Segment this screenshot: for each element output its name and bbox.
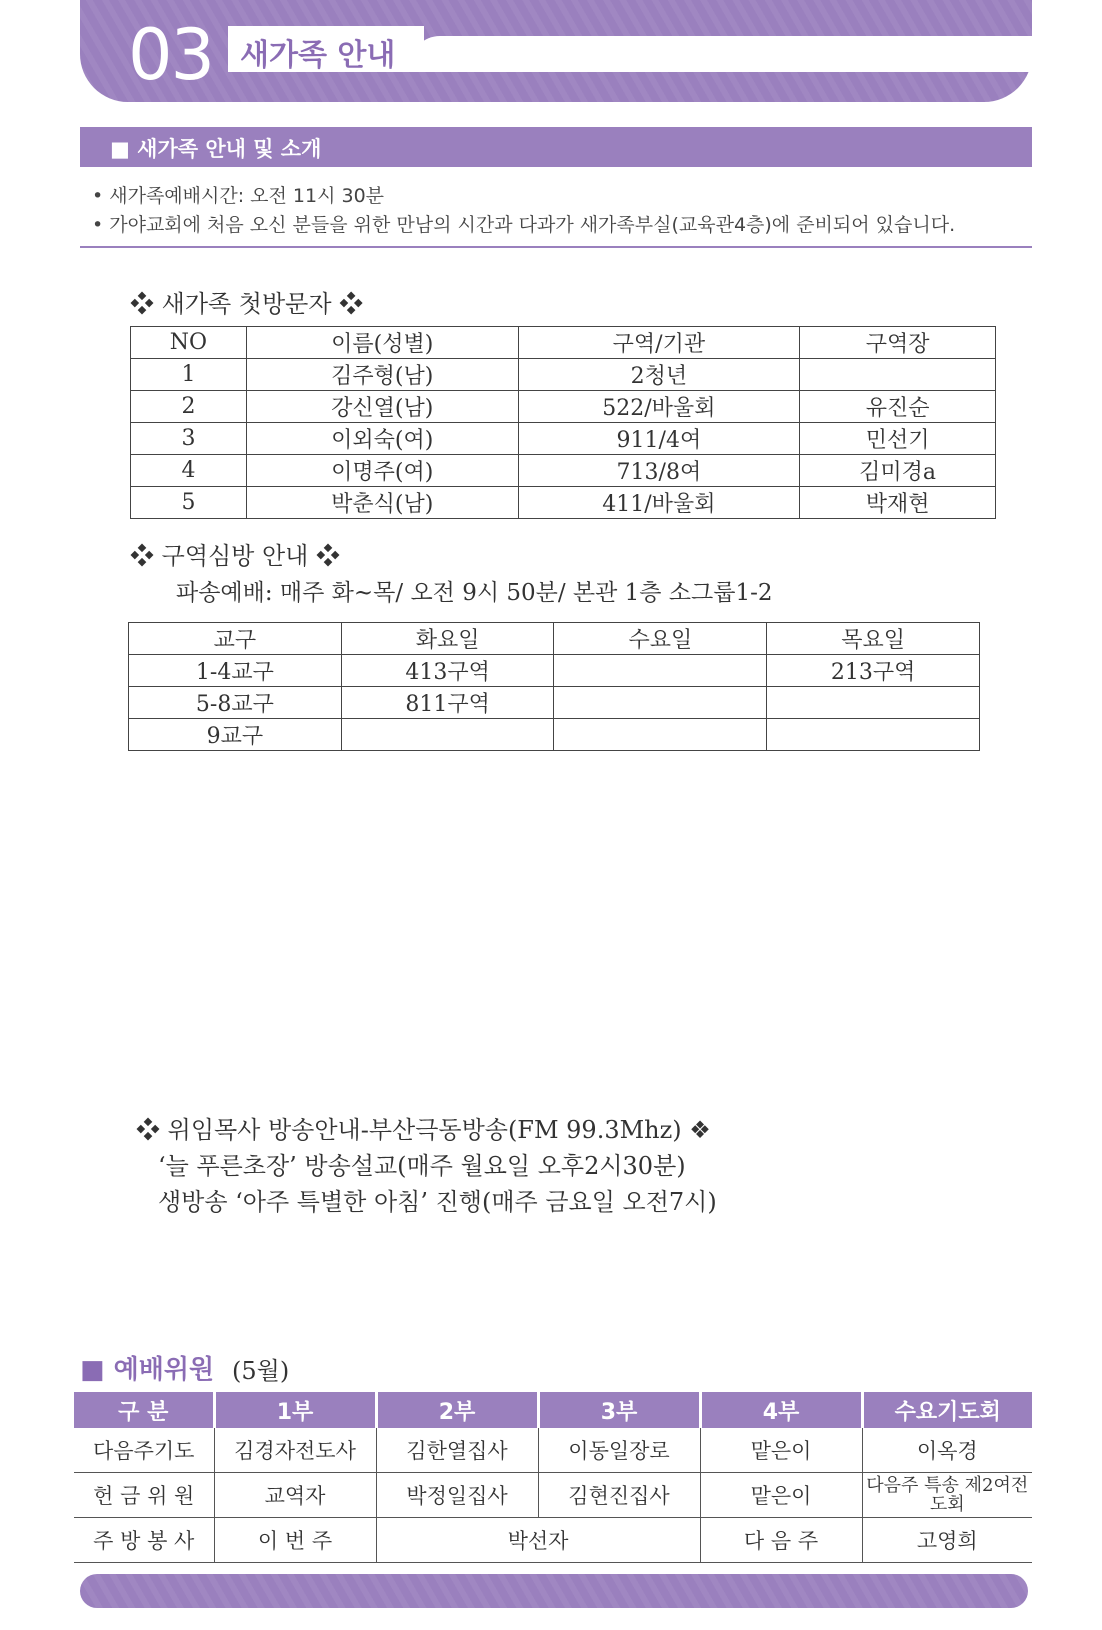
section-divider — [80, 246, 1032, 248]
table-cell — [554, 719, 767, 751]
table-cell — [554, 687, 767, 719]
table-cell — [800, 359, 996, 391]
broadcast-line-2: 생방송 ‘아주 특별한 아침’ 진행(매주 금요일 오전7시) — [158, 1188, 717, 1216]
table-cell — [554, 655, 767, 687]
table-row — [131, 423, 996, 455]
table-cell: 강신열(남) — [246, 391, 518, 423]
section-number: 03 — [128, 14, 214, 96]
table-cell: 1-4교구 — [129, 655, 342, 687]
table-cell: 김경자전도사 — [214, 1428, 376, 1473]
broadcast-heading: ❖ 위임목사 방송안내-부산극동방송(FM 99.3Mhz) ❖ — [136, 1116, 711, 1144]
visitors-heading: ❖ 새가족 첫방문자 ❖ — [130, 290, 364, 318]
table-cell: 1 — [131, 359, 247, 391]
table-header-row — [129, 623, 980, 655]
table-cell: 713/8여 — [518, 455, 800, 487]
table-cell — [767, 687, 980, 719]
table-cell — [767, 719, 980, 751]
table-row — [129, 655, 980, 687]
banner-tab-extension — [410, 36, 1032, 72]
table-cell: 2청년 — [518, 359, 800, 391]
table-cell: 이 번 주 — [214, 1518, 376, 1563]
table-cell: 박재현 — [800, 487, 996, 519]
table-cell: 고영희 — [862, 1518, 1032, 1563]
table-cell: 민선기 — [800, 423, 996, 455]
row-label: 헌 금 위 원 — [74, 1473, 214, 1518]
header-cell: 구역장 — [800, 327, 996, 359]
header-cell: 이름(성별) — [246, 327, 518, 359]
table-cell: 이옥경 — [862, 1428, 1032, 1473]
table-cell: 김주형(남) — [246, 359, 518, 391]
bullet-worship-time: • 새가족예배시간: 오전 11시 30분 — [92, 185, 385, 207]
table-row — [74, 1518, 1032, 1563]
worship-table — [74, 1392, 1032, 1563]
table-row — [131, 487, 996, 519]
visitors-table — [130, 326, 996, 519]
table-cell: 811구역 — [341, 687, 554, 719]
table-cell: 이외숙(여) — [246, 423, 518, 455]
table-row — [129, 719, 980, 751]
header-cell: 수요일 — [554, 623, 767, 655]
table-cell: 맡은이 — [700, 1473, 862, 1518]
table-cell: 김현진집사 — [538, 1473, 700, 1518]
header-cell: 목요일 — [767, 623, 980, 655]
table-cell: 박선자 — [376, 1518, 700, 1563]
visitation-table — [128, 622, 980, 751]
visitation-heading: ❖ 구역심방 안내 ❖ — [130, 542, 340, 570]
table-cell: 3 — [131, 423, 247, 455]
header-cell: 1부 — [214, 1392, 376, 1428]
footer-bar — [80, 1574, 1028, 1608]
table-cell: 5 — [131, 487, 247, 519]
table-row — [129, 687, 980, 719]
worship-title: ■ 예배위원 — [80, 1355, 215, 1385]
table-cell: 413구역 — [341, 655, 554, 687]
broadcast-line-1: ‘늘 푸른초장’ 방송설교(매주 월요일 오후2시30분) — [158, 1152, 686, 1180]
table-row — [74, 1428, 1032, 1473]
row-label: 다음주기도 — [74, 1428, 214, 1473]
header-cell: 4부 — [700, 1392, 862, 1428]
table-cell: 2 — [131, 391, 247, 423]
section-header — [80, 127, 1032, 167]
table-row — [131, 391, 996, 423]
worship-month: (5월) — [232, 1357, 290, 1385]
header-cell: 교구 — [129, 623, 342, 655]
section-header-text: ■ 새가족 안내 및 소개 — [110, 137, 322, 161]
header-cell: 구 분 — [74, 1392, 214, 1428]
page-title: 새가족 안내 — [240, 38, 396, 73]
table-cell: 9교구 — [129, 719, 342, 751]
visitation-subtitle: 파송예배: 매주 화~목/ 오전 9시 50분/ 본관 1층 소그룹1-2 — [176, 580, 773, 606]
table-row — [131, 455, 996, 487]
table-cell: 김미경a — [800, 455, 996, 487]
table-cell: 유진순 — [800, 391, 996, 423]
table-cell: 박춘식(남) — [246, 487, 518, 519]
table-header-row — [131, 327, 996, 359]
table-cell: 911/4여 — [518, 423, 800, 455]
table-cell: 이동일장로 — [538, 1428, 700, 1473]
table-cell: 김한열집사 — [376, 1428, 538, 1473]
table-cell — [341, 719, 554, 751]
row-label: 주 방 봉 사 — [74, 1518, 214, 1563]
header-cell: 구역/기관 — [518, 327, 800, 359]
table-cell: 맡은이 — [700, 1428, 862, 1473]
header-cell: 2부 — [376, 1392, 538, 1428]
header-cell: 3부 — [538, 1392, 700, 1428]
table-cell: 다음주 특송 제2여전도회 — [862, 1473, 1032, 1518]
table-cell: 411/바울회 — [518, 487, 800, 519]
table-header-row — [74, 1392, 1032, 1428]
table-cell: 5-8교구 — [129, 687, 342, 719]
table-cell: 교역자 — [214, 1473, 376, 1518]
table-cell: 박정일집사 — [376, 1473, 538, 1518]
table-cell: 다 음 주 — [700, 1518, 862, 1563]
header-cell: NO — [131, 327, 247, 359]
table-cell: 522/바울회 — [518, 391, 800, 423]
table-row — [74, 1473, 1032, 1518]
table-cell: 이명주(여) — [246, 455, 518, 487]
table-cell: 4 — [131, 455, 247, 487]
header-cell: 수요기도회 — [862, 1392, 1032, 1428]
top-banner — [80, 0, 1032, 102]
table-cell: 213구역 — [767, 655, 980, 687]
table-row — [131, 359, 996, 391]
bullet-welcome-info: • 가야교회에 처음 오신 분들을 위한 만남의 시간과 다과가 새가족부실(교육관4층)에 준비되어 있습니다. — [92, 214, 956, 236]
header-cell: 화요일 — [341, 623, 554, 655]
